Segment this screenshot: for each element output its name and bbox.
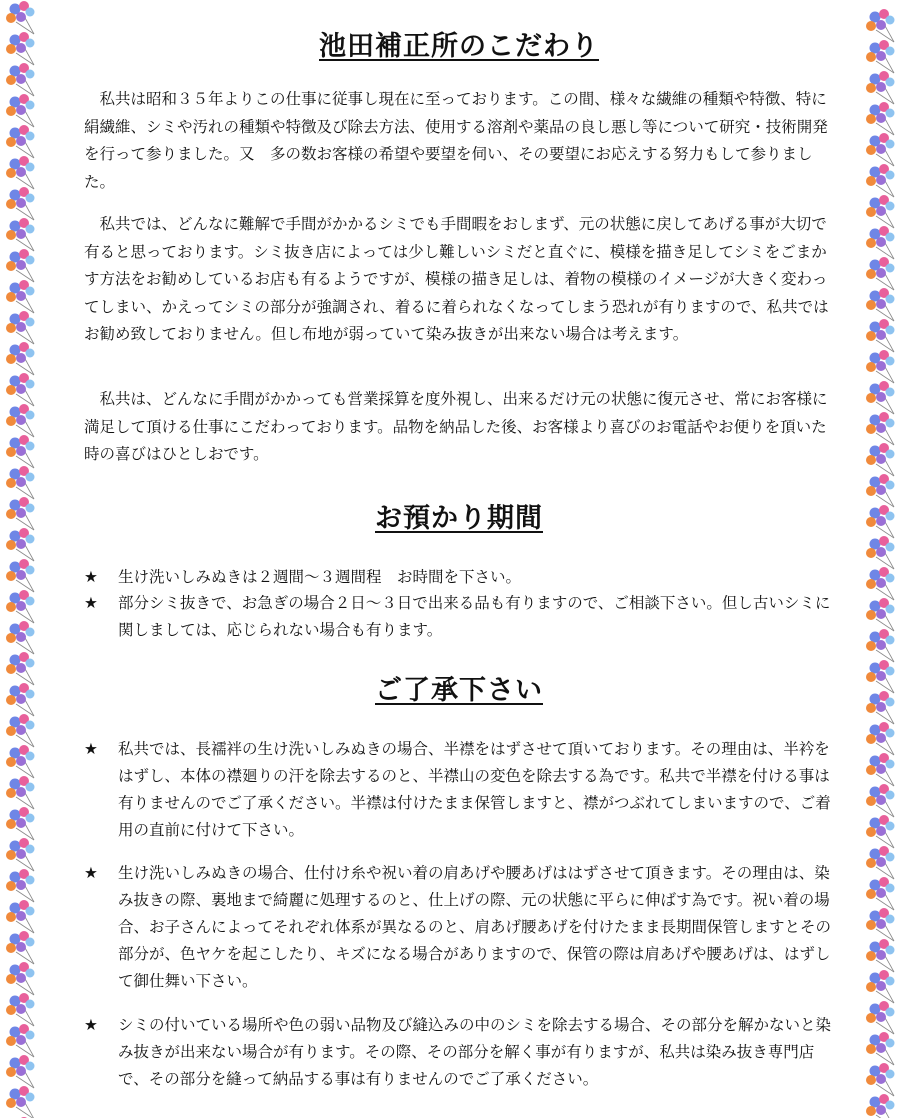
balloon-cluster-icon [6,342,35,375]
balloon-cluster-icon [866,1063,895,1096]
intro-paragraph-1 [84,86,834,196]
balloon-cluster-icon [6,94,35,127]
balloon-cluster-icon [6,745,35,778]
star-bullet-icon: ★ [84,568,98,586]
balloon-cluster-icon [6,838,35,871]
notice-title: ご了承下さい [375,675,543,706]
balloon-cluster-icon [866,1001,895,1034]
balloon-cluster-icon [866,474,895,507]
balloon-cluster-icon [6,993,35,1026]
balloon-cluster-icon [6,590,35,623]
balloon-cluster-icon [866,877,895,910]
balloon-cluster-icon [866,784,895,817]
balloon-border-right [860,0,900,1118]
balloon-cluster-icon [6,218,35,251]
balloon-cluster-icon [866,629,895,662]
balloon-cluster-icon [6,1,35,34]
star-bullet-icon: ★ [84,864,98,882]
balloon-cluster-icon [866,691,895,724]
balloon-cluster-icon [6,900,35,933]
period-item-1-text: 生け洗いしみぬきは２週間～３週間程 お時間を下さい。 [118,568,522,586]
balloon-cluster-icon [866,846,895,879]
balloon-cluster-icon [866,319,895,352]
intro-paragraph-2-text: 私共では、どんなに難解で手間がかかるシミでも手間暇をおしまず、元の状態に戻してあげる事が大切で有ると思っております。シミ抜き店によっては少し難しいシミだと直ぐに、模様を描き足してシミをごまかす方法をお勧めしているお店も有るようですが、模様の描き足しは、着物の模様のイメージが大きく変わってしまい、かえってシミの部分が強調され、着るに着られなくなってしまう恐れが有りますので、私共ではお勧め致しておりません。但し布地が弱っていて染み抜きが出来ない場合は考えます。 [84,215,829,343]
balloon-cluster-icon [866,536,895,569]
balloon-cluster-icon [6,125,35,158]
period-item-1 [84,564,834,591]
balloon-cluster-icon [866,350,895,383]
balloon-cluster-icon [6,249,35,282]
balloon-cluster-icon [6,869,35,902]
balloon-cluster-icon [866,505,895,538]
balloon-cluster-icon [866,9,895,42]
balloon-cluster-icon [6,311,35,344]
balloon-cluster-icon [866,412,895,445]
balloon-cluster-icon [866,133,895,166]
balloon-cluster-icon [866,40,895,73]
balloon-cluster-icon [6,652,35,685]
balloon-cluster-icon [866,722,895,755]
balloon-cluster-icon [6,714,35,747]
balloon-cluster-icon [866,1032,895,1065]
balloon-cluster-icon [6,1024,35,1057]
balloon-cluster-icon [6,435,35,468]
balloon-cluster-icon [866,567,895,600]
balloon-border-right-icon [860,0,900,1118]
balloon-cluster-icon [6,404,35,437]
period-item-2-text: 部分シミ抜きで、お急ぎの場合２日～３日で出来る品も有りますので、ご相談下さい。但し古いシミに関しましては、応じられない場合も有ります。 [118,594,831,639]
balloon-cluster-icon [866,598,895,631]
balloon-cluster-icon [6,559,35,592]
balloon-cluster-icon [866,908,895,941]
notice-item-3 [84,1012,834,1093]
notice-item-1 [84,736,834,844]
balloon-cluster-icon [866,102,895,135]
star-bullet-icon: ★ [84,1016,98,1034]
balloon-cluster-icon [866,195,895,228]
star-bullet-icon: ★ [84,740,98,758]
star-bullet-icon: ★ [84,594,98,612]
intro-paragraph-2 [84,211,834,349]
balloon-cluster-icon [866,381,895,414]
balloon-cluster-icon [6,528,35,561]
balloon-cluster-icon [866,288,895,321]
period-title: お預かり期間 [375,503,543,534]
balloon-cluster-icon [6,187,35,220]
notice-item-2 [84,860,834,995]
balloon-cluster-icon [866,164,895,197]
balloon-border-left [0,0,40,1118]
balloon-cluster-icon [866,71,895,104]
balloon-cluster-icon [866,939,895,972]
intro-paragraph-3-text: 私共は、どんなに手間がかかっても営業採算を度外視し、出来るだけ元の状態に復元させ、常にお客様に満足して頂ける仕事にこだわっております。品物を納品した後、お客様より喜びのお電話やお便りを頂いた時の喜びはひとしおです。 [84,390,828,463]
intro-paragraph-3 [84,386,834,469]
balloon-cluster-icon [866,443,895,476]
period-item-2 [84,590,834,644]
balloon-cluster-icon [866,815,895,848]
balloon-cluster-icon [866,753,895,786]
balloon-cluster-icon [6,807,35,840]
balloon-cluster-icon [6,1086,35,1118]
notice-item-2-text: 生け洗いしみぬきの場合、仕付け糸や祝い着の肩あげや腰あげははずさせて頂きます。その理由は、染み抜きの際、裏地まで綺麗に処理するのと、仕上げの際、元の状態に平らに伸ばす為です。祝い着の場合、お子さんによってそれぞれ体系が異なるのと、肩あげ腰あげを付けたまま長期間保管しますとその部分が、色ヤケを起こしたり、キズになる場合がありますので、保管の際は肩あげや腰あげは、はずして御仕舞い下さい。 [118,864,832,990]
balloon-cluster-icon [6,962,35,995]
balloon-cluster-icon [6,32,35,65]
notice-item-3-text: シミの付いている場所や色の弱い品物及び縫込みの中のシミを除去する場合、その部分を解かないと染み抜きが出来ない場合が有ります。その際、その部分を解く事が有りますが、私共は染み抜き専門店で、その部分を縫って納品する事は有りませんのでご了承ください。 [118,1016,832,1088]
intro-paragraph-1-text: 私共は昭和３５年よりこの仕事に従事し現在に至っております。この間、様々な繊維の種類や特徴、特に絹繊維、シミや汚れの種類や特徴及び除去方法、使用する溶剤や薬品の良し悪し等について研究・技術開発を行って参りました。又 多の数お客様の希望や要望を伺い、その要望にお応えする努力もして参りました。 [84,90,828,191]
balloon-cluster-icon [6,156,35,189]
balloon-cluster-icon [6,931,35,964]
balloon-cluster-icon [6,1055,35,1088]
balloon-cluster-icon [866,226,895,259]
notice-item-1-text: 私共では、長襦袢の生け洗いしみぬきの場合、半襟をはずさせて頂いております。その理由は、半衿をはずし、本体の襟廻りの汗を除去するのと、半襟山の変色を除去する為です。私共で半襟を付ける事は有りませんのでご了承ください。半襟は付けたまま保管しますと、襟がつぶれてしまいますので、ご着用の直前に付けて下さい。 [118,740,831,839]
balloon-cluster-icon [6,497,35,530]
balloon-cluster-icon [6,466,35,499]
balloon-cluster-icon [6,373,35,406]
balloon-cluster-icon [6,621,35,654]
balloon-cluster-icon [866,1094,895,1118]
balloon-border-left-icon [0,0,40,1118]
balloon-cluster-icon [6,63,35,96]
balloon-cluster-icon [866,660,895,693]
balloon-cluster-icon [6,776,35,809]
intro-title: 池田補正所のこだわり [319,31,599,62]
balloon-cluster-icon [6,280,35,313]
balloon-cluster-icon [866,257,895,290]
balloon-cluster-icon [866,970,895,1003]
balloon-cluster-icon [6,683,35,716]
